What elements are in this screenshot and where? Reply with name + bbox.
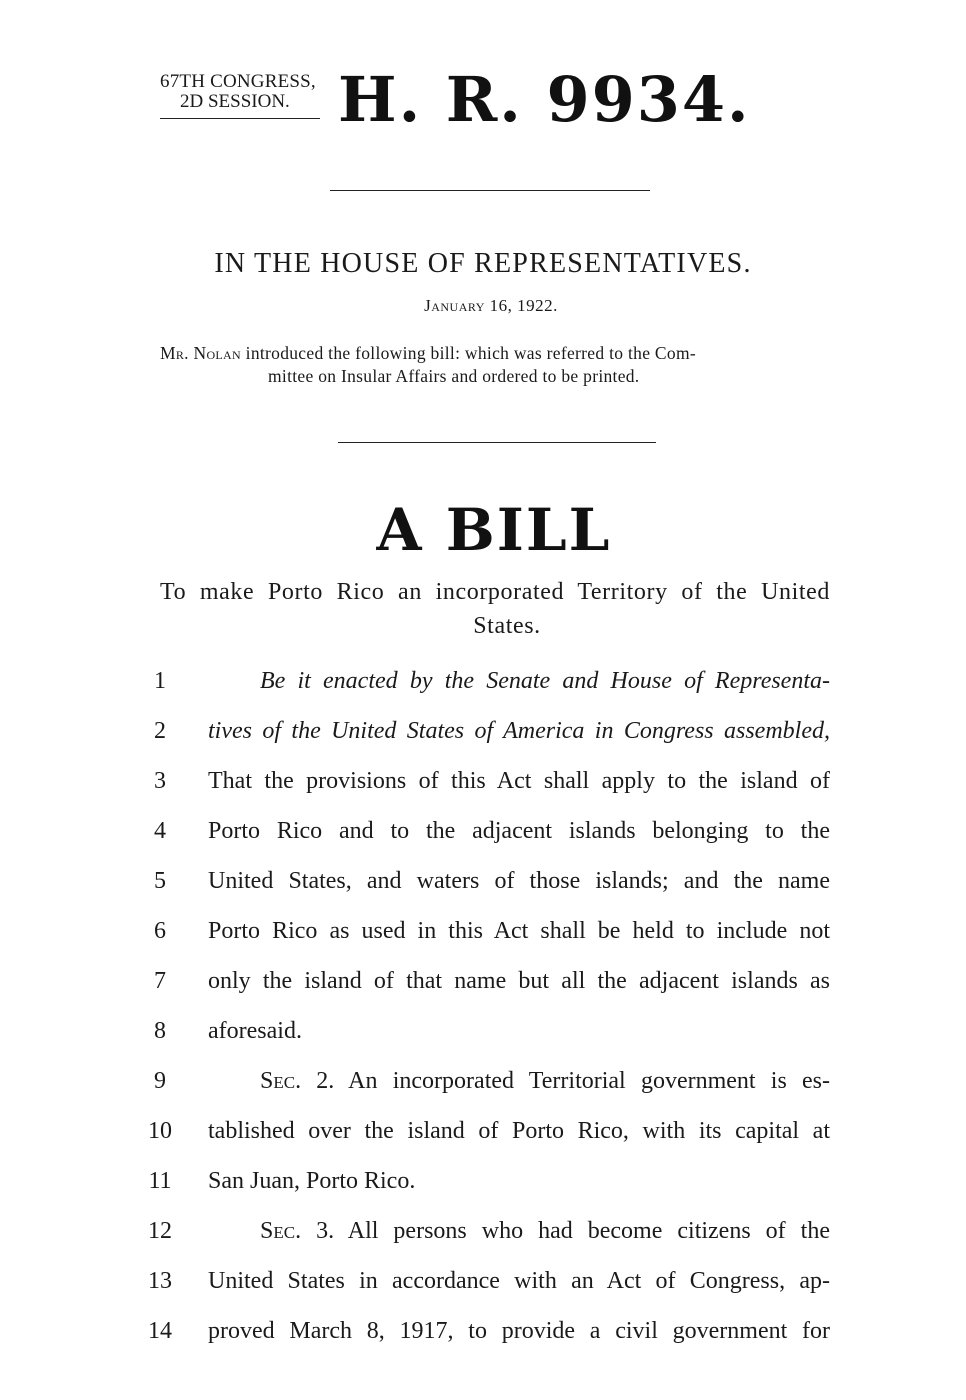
introduction-line-1-rest: introduced the following bill: which was referred to the Com-	[240, 343, 696, 363]
house-title: IN THE HOUSE OF REPRESENTATIVES.	[214, 248, 752, 279]
bill-line	[140, 1256, 830, 1306]
line-number: 13	[148, 1268, 172, 1294]
line-number: 14	[148, 1318, 172, 1344]
sponsor-name: Mr. Nolan	[160, 343, 241, 363]
section-text: All persons who had become citizens of the	[334, 1218, 830, 1244]
line-number: 3	[154, 768, 166, 794]
introduction-paragraph	[160, 342, 850, 388]
line-text: United States in accordance with an Act of Congress, ap-	[208, 1268, 830, 1294]
bill-line	[140, 1306, 830, 1356]
line-number: 10	[148, 1118, 172, 1144]
line-text: tives of the United States of America in Congress assembled,	[208, 718, 830, 744]
line-text: Porto Rico as used in this Act shall be held to include not	[208, 918, 830, 944]
bill-line	[140, 906, 830, 956]
bill-line	[140, 706, 830, 756]
line-text: United States, and waters of those islands; and the name	[208, 868, 830, 894]
congress-label: 67TH CONGRESS,	[160, 71, 316, 92]
line-number: 7	[154, 968, 166, 994]
introduction-line-2: mittee on Insular Affairs and ordered to be printed.	[268, 366, 640, 386]
session-label: 2D SESSION.	[180, 91, 290, 112]
line-text	[260, 1056, 830, 1106]
line-text: proved March 8, 1917, to provide a civil government for	[208, 1318, 830, 1344]
section-text: An incorporated Territorial government is es-	[334, 1068, 830, 1094]
line-number: 6	[154, 918, 166, 944]
bill-purpose	[160, 575, 830, 643]
line-number: 4	[154, 818, 166, 844]
line-number: 8	[154, 1018, 166, 1044]
line-text: San Juan, Porto Rico.	[208, 1168, 416, 1194]
line-number: 2	[154, 718, 166, 744]
bill-line	[140, 1106, 830, 1156]
line-text	[260, 1206, 830, 1256]
bill-line	[140, 656, 830, 706]
line-text: tablished over the island of Porto Rico, with its capital at	[208, 1118, 830, 1144]
bill-line	[140, 806, 830, 856]
purpose-line-1: To make Porto Rico an incorporated Territory of the United	[160, 579, 830, 605]
introduction-line-1	[160, 342, 850, 365]
introduction-date: January 16, 1922.	[424, 296, 558, 315]
middle-divider	[338, 442, 656, 443]
purpose-line-2: States.	[473, 613, 541, 639]
congress-underline	[160, 118, 320, 119]
line-text: aforesaid.	[208, 1018, 302, 1044]
section-label: Sec. 2.	[260, 1068, 335, 1094]
bill-line	[140, 1006, 830, 1056]
line-number: 1	[154, 668, 166, 694]
congress-session-block	[160, 72, 325, 119]
bill-number: H. R. 9934.	[338, 63, 751, 136]
bill-line	[140, 756, 830, 806]
section-label: Sec. 3.	[260, 1218, 335, 1244]
bill-line	[140, 1156, 830, 1206]
line-number: 12	[148, 1218, 172, 1244]
line-text: only the island of that name but all the adjacent islands as	[208, 968, 830, 994]
line-text: That the provisions of this Act shall apply to the island of	[208, 768, 830, 794]
top-divider	[330, 190, 650, 191]
line-number: 5	[154, 868, 166, 894]
line-text: Be it enacted by the Senate and House of Representa-	[260, 668, 830, 694]
bill-line	[140, 1056, 830, 1106]
line-text: Porto Rico and to the adjacent islands belonging to the	[208, 818, 830, 844]
line-number: 9	[154, 1068, 166, 1094]
bill-line	[140, 856, 830, 906]
line-number: 11	[148, 1168, 172, 1194]
bill-heading: A BILL	[376, 496, 612, 564]
bill-line	[140, 956, 830, 1006]
bill-line	[140, 1206, 830, 1256]
